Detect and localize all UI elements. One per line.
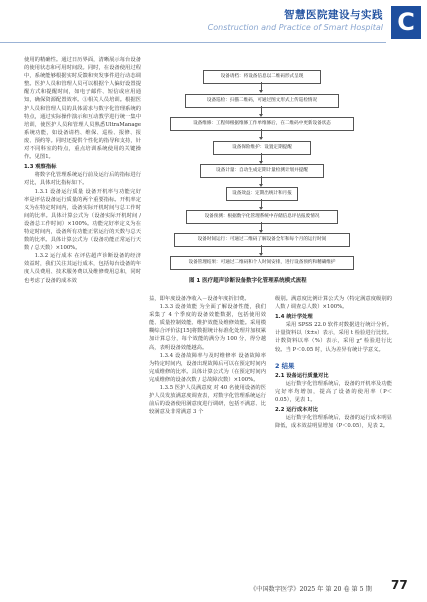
flow-step: 设备时间运行：可通过二维码了解设备全年和每个月的运行时间 [174, 233, 350, 247]
flow-arrow [261, 153, 262, 163]
flow-step: 设备计量：自动生成定期计量检测计划并提醒 [200, 164, 324, 178]
flow-step: 设备预测：根据数字化管理系统中存储信息评估报废情况 [186, 210, 338, 224]
flow-step: 设备请档：将设备信息以二维码形式呈现 [203, 70, 321, 84]
right-column [275, 295, 392, 430]
journal-logo: C [391, 6, 421, 39]
flow-arrow [261, 106, 262, 116]
paragraph: 益，即年度设备净收入－设备年度折旧费。 [149, 296, 250, 302]
section-heading: 1.4 统计学处理 [275, 314, 313, 321]
paragraph: 运行数字化管理系统后，设备的运行成本明显降低，成本效益明显增加（P＜0.05），见表 2。 [275, 415, 392, 430]
paragraph: 1.3.3 设备效能 为全面了解设备性能，我们采集了 4 个季度的设备效能数据，包括使用效能、质量控制效能、维护效能及维修效能。采用模糊综合评价法[15]将数据统计标准化处理并加权累加计算总分，每个效能的满分为 100 分，得分越高，表明设备效能越高。 [149, 304, 266, 351]
paragraph: 1.3.5 医护人员满意度 对 40 名使用设备的医护人员发放满意度调查表，对数字化管理系统运行前后的设备使用满意度进行调研，包括不满意、比较满意及非常满意 3 个 [149, 385, 267, 416]
middle-column [149, 295, 266, 416]
header-rule [0, 42, 386, 43]
flow-arrow [261, 129, 262, 139]
journal-citation: 《中国数字医学》2025 年 第 20 卷 第 5 期 [250, 586, 372, 593]
flow-step: 设备维修：工程师根据维修工作单维修后，在二维码中更新设备状态 [170, 117, 354, 131]
paragraph: 1.3.1 设备运行质量 设备开机率与功能完好率是评估设备运行质量的两个重要指标。开机率定义为在特定时间内，设备实际开机时间与总工作时间的比率。具体计算公式为（设备实际开机时间 / 设备总工作时间）×100%。功能完好率定义为在特定时间内，设备所有功能正常运行的天数与总天数的比率。具体计算公式为（设备功能正常运行天数 / 总天数）×100%。 [24, 188, 141, 252]
paragraph: 运行数字化管理系统后，设备的开机率及功能完好率均增加，提高了设备的使用率（P＜0.05），见表 1。 [275, 380, 392, 404]
section-heading: 2 结果 [275, 361, 295, 370]
paragraph: 级别。满意度比例计算公式为（特定满意度级别的人数 / 调查总人数）×100%。 [275, 296, 392, 311]
journal-header-title: 智慧医院建设与实践 [284, 9, 383, 21]
figure-caption: 图 1 医疗超声诊断设备数字化管理系统模式流程 [189, 278, 307, 284]
subsection-heading: 2.2 运行成本对比 [275, 407, 319, 414]
flow-step: 设备保险维护：设置定期提醒 [213, 141, 311, 155]
subsection-heading: 2.1 设备运行质量对比 [275, 372, 329, 379]
paragraph: 使用的精确性。通过日历界面，清晰展示每台设备的使用状态和可用时间段。同时，在设备使用过程中，系统能够根据实时反馈和突发事件进行动态调整。医护人员和管理人员可以根据个人偏好设置提醒方式和提醒时间，如电子邮件、短信或应用通知，确保资源配置效率。③相关人员培训。根据医护人员和管理人员的具体需求与数字化管理系统的特点，通过实际操作演示和互动教学进行统一集中培训，使医护人员和管理人员熟悉UltraManage系统功能，如设备请档、维保、巡检、报修、报废、预约等。同时还提供个性化的指导和支持，针对不同科室的特点，重点培训系统使用的关键操作。见图1。 [24, 57, 141, 161]
page-number: 77 [391, 578, 408, 592]
paragraph: 1.3.4 设备故障率与及时维修率 设备故障率为特定时间内，设备出现故障后可以在预定时间内完成维修的比率。具体计算公式为（在预定时间内完成维修的设备次数 / 总故障次数）×100%。 [149, 352, 266, 383]
left-column [24, 56, 141, 285]
section-heading: 1.3 观察指标 [24, 164, 57, 171]
journal-header-subtitle: Construction and Practice of Smart Hospital [207, 23, 383, 32]
paragraph: 1.3.2 运行成本 在评估超声诊断设备的经济效益时，我们关注其运行成本，包括每台设备的年度人员费用、技术服务费以及维修费用总和，同时也考虑了设备的成本效 [24, 253, 141, 284]
flow-arrow [261, 222, 262, 232]
flow-arrow [261, 245, 262, 255]
flow-step: 设备管理结果：可通过二维码和个人时间安排，进行设备预约和精确维护 [170, 256, 354, 270]
flow-step: 设备巡检：扫描二维码，可通过图文形式上传巡检情况 [185, 94, 339, 108]
flow-arrow [261, 199, 262, 209]
flow-arrow [261, 176, 262, 186]
flow-arrow [261, 82, 262, 92]
paragraph: 采用 SPSS 22.0 软件对数据进行统计分析。计量资料以（x̄±s）表示，采用 t 检验进行比较。计数资料以率（%）表示，采用 χ² 检验进行比较。当 P＜0.05 时，认为差异有统计学意义。 [275, 322, 392, 353]
paragraph: 将数字化管理系统运行前及运行后的指标进行对比，具体对比指标如下。 [24, 172, 141, 187]
flow-step: 设备效益：定期出统计和月报 [226, 187, 298, 201]
